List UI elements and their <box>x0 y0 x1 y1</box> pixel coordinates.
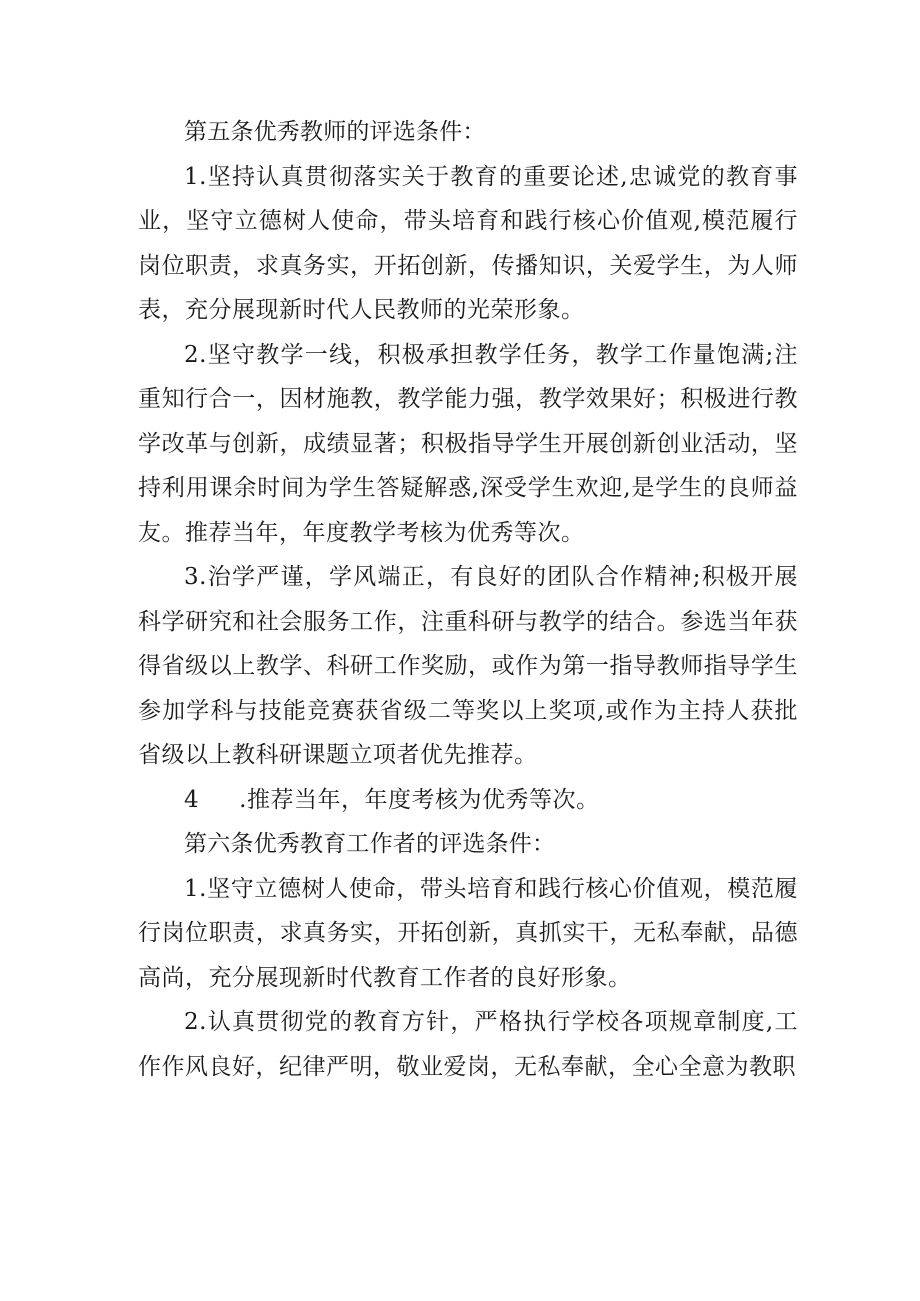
item-text: .认真贯彻党的教育方针，严格执行学校各项规章制度,工作作风良好，纪律严明，敬业爱岗，无私奉献，全心全意为教职 <box>138 1009 798 1080</box>
section5-heading: 第五条优秀教师的评选条件： <box>184 119 486 145</box>
item-text: .治学严谨，学风端正，有良好的团队合作精神;积极开展科学研究和社会服务工作，注重科研与教学的结合。参选当年获得省级以上教学、科研工作奖励，或作为第一指导教师指导学生参加学科与技能竞赛获省级二等奖以上奖项,或作为主持人获批省级以上教科研课题立项者优先推荐。 <box>138 564 798 768</box>
document-body <box>138 110 798 1089</box>
section6-item-1 <box>138 867 798 1001</box>
item-text: .坚守立德树人使命，带头培育和践行核心价值观，模范履行岗位职责，求真务实，开拓创新，真抓实干，无私奉献，品德高尚，充分展现新时代教育工作者的良好形象。 <box>138 875 798 991</box>
item-number: 1 <box>184 163 200 190</box>
section5-item-2 <box>138 333 798 556</box>
section5-item-4 <box>138 778 798 823</box>
item-text: .推荐当年，年度考核为优秀等次。 <box>239 786 600 813</box>
section5-item-3 <box>138 555 798 778</box>
item-text: .坚持认真贯彻落实关于教育的重要论述,忠诚党的教育事业，坚守立德树人使命，带头培育和践行核心价值观,模范履行岗位职责，求真务实，开拓创新，传播知识，关爱学生，为人师表，充分展现新时代人民教师的光荣形象。 <box>138 163 798 323</box>
item-number: 3 <box>184 564 200 590</box>
item-number: 2 <box>184 341 200 368</box>
item-number: 4 <box>184 786 200 813</box>
section5-item-1 <box>138 155 798 333</box>
item-number: 2 <box>184 1009 200 1035</box>
item-text: .坚守教学一线，积极承担教学任务，教学工作量饱满;注重知行合一，因材施教，教学能力强，教学效果好；积极进行教学改革与创新，成绩显著；积极指导学生开展创新创业活动，坚持利用课余时间为学生答疑解惑,深受学生欢迎,是学生的良师益友。推荐当年，年度教学考核为优秀等次。 <box>138 341 798 546</box>
section6-item-2 <box>138 1000 798 1089</box>
section6-heading: 第六条优秀教育工作者的评选条件： <box>184 831 556 857</box>
item-number: 1 <box>184 875 200 902</box>
